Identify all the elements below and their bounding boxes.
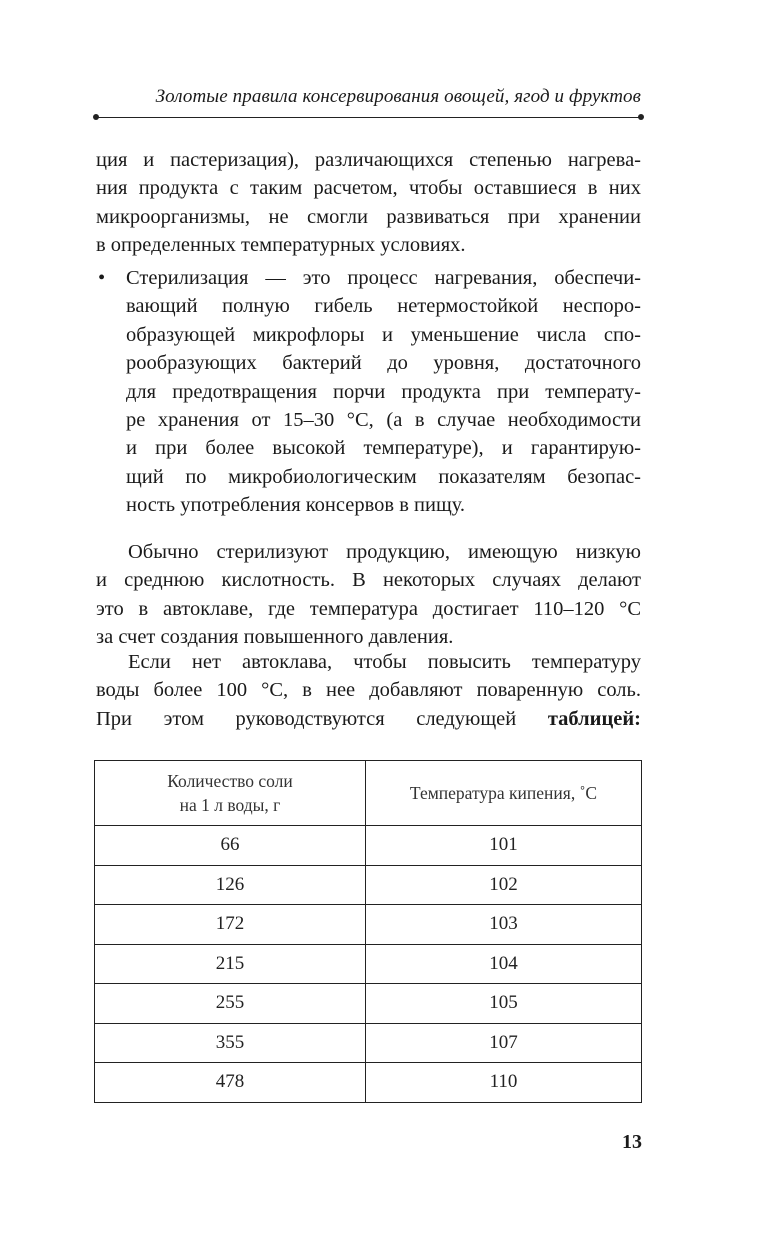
paragraph-salt [96, 648, 641, 733]
table-row [95, 1023, 642, 1063]
table-row [95, 944, 642, 984]
header-salt-amount [95, 761, 366, 826]
bullet-item-sterilization [96, 264, 641, 520]
bullet-text [126, 264, 641, 520]
cell-temp: 107 [366, 1023, 642, 1063]
text-line: и при более высокой температуре), и гарантирую- [126, 437, 641, 460]
text-line: образующей микрофлоры и уменьшение числа спо- [126, 323, 641, 346]
cell-salt: 66 [95, 826, 366, 866]
paragraph-continuation [96, 146, 641, 260]
cell-temp: 103 [366, 905, 642, 945]
text-line: вающий полную гибель нетермостойкой неспоро- [126, 295, 641, 318]
cell-temp: 104 [366, 944, 642, 984]
header-rule-dot-left [93, 114, 99, 120]
table-row [95, 826, 642, 866]
text-line: рообразующих бактерий до уровня, достаточного [126, 352, 641, 375]
header-salt-line2: на 1 л воды, г [179, 795, 281, 815]
text-line: ре хранения от 15–30 °С, (а в случае необходимости [126, 409, 641, 432]
text-line: и среднюю кислотность. В некоторых случаях делают [96, 569, 641, 592]
table-row [95, 865, 642, 905]
text-bold: таблицей: [547, 707, 641, 730]
cell-temp: 105 [366, 984, 642, 1024]
text-line: за счет создания повышенного давления. [96, 626, 454, 649]
page-number: 13 [622, 1131, 642, 1153]
text-line: ность употребления консервов в пищу. [126, 494, 466, 517]
text-line: щий по микробиологическим показателям безопас- [126, 465, 641, 488]
text-line-with-bold [96, 705, 641, 733]
running-header-title: Золотые правила консервирования овощей, ягод и фруктов [155, 86, 641, 107]
bullet-mark: • [98, 267, 106, 289]
cell-temp: 102 [366, 865, 642, 905]
cell-salt: 478 [95, 1063, 366, 1103]
text-line: Стерилизация — это процесс нагревания, обеспечи- [126, 267, 641, 289]
cell-salt: 355 [95, 1023, 366, 1063]
header-rule [96, 117, 641, 118]
salt-boiling-table [94, 760, 642, 1103]
text-line: ния продукта с таким расчетом, чтобы оставшиеся в них [96, 177, 641, 200]
text-line: для предотвращения порчи продукта при температу- [126, 380, 641, 403]
table-row [95, 984, 642, 1024]
text-line: ция и пастеризация), различающихся степенью нагрева- [96, 149, 641, 171]
table-row [95, 905, 642, 945]
text-line: воды более 100 °С, в нее добавляют поваренную соль. [96, 679, 641, 702]
text-plain: При этом руководствуются следующей [96, 707, 548, 730]
header-rule-dot-right [638, 114, 644, 120]
cell-salt: 172 [95, 905, 366, 945]
cell-temp: 101 [366, 826, 642, 866]
text-line: микроорганизмы, не смогли развиваться при хранении [96, 205, 641, 228]
table-header-row [95, 761, 642, 826]
table-row [95, 1063, 642, 1103]
paragraph-autoclave [96, 538, 641, 652]
text-line: в определенных температурных условиях. [96, 234, 466, 257]
cell-salt: 215 [95, 944, 366, 984]
header-boiling-temp: Температура кипения, ˚С [366, 761, 642, 826]
cell-temp: 110 [366, 1063, 642, 1103]
header-salt-line1: Количество соли [167, 771, 293, 791]
cell-salt: 126 [95, 865, 366, 905]
cell-salt: 255 [95, 984, 366, 1024]
text-line: Обычно стерилизуют продукцию, имеющую низкую [128, 541, 641, 563]
text-line: Если нет автоклава, чтобы повысить температуру [128, 651, 641, 673]
text-line: это в автоклаве, где температура достигает 110–120 °С [96, 597, 641, 620]
